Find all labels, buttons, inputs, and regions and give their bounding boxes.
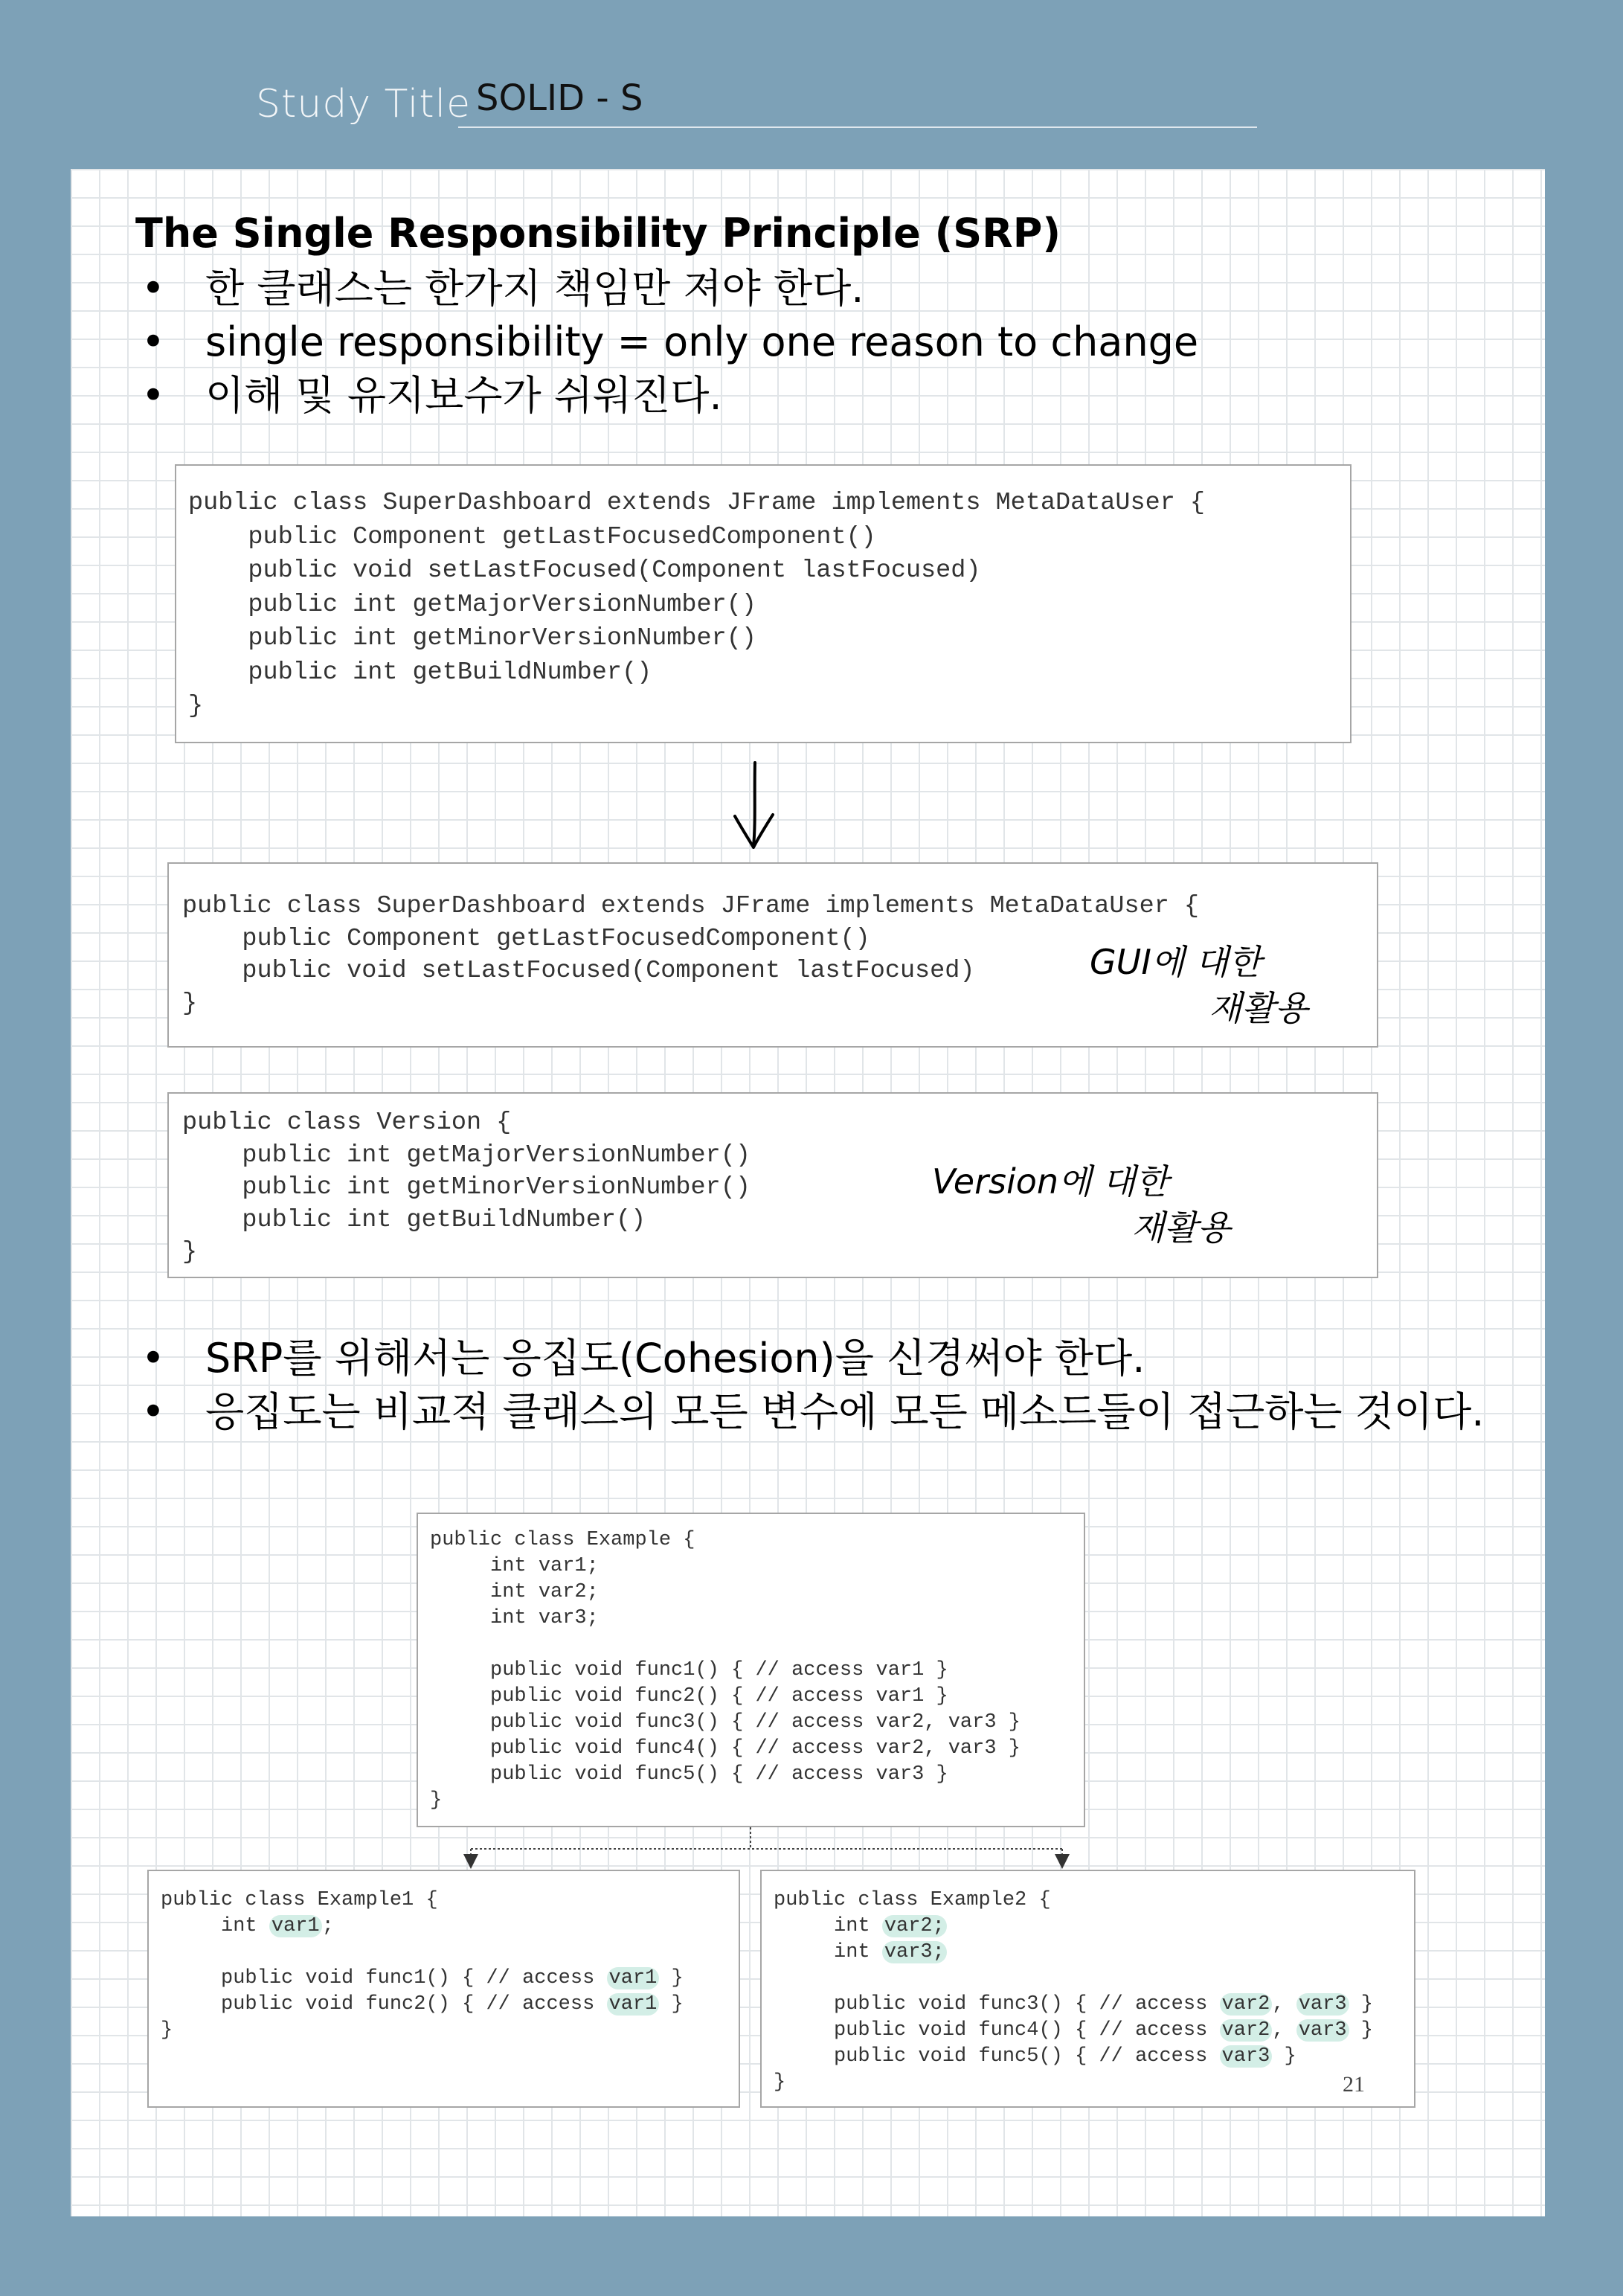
code-text: public class Example1 { int var1 ; public void func1() { // access var1 } public void func2() { // access var1 } } [161,1889,684,2042]
var-highlight: var3 [1296,2019,1349,2042]
var-highlight: var2 [1220,2019,1273,2042]
code-text: public class Example2 { int var2; int var3; public void func3() { // access var2 , var3 } public void func4() { // access var2 , var3 } public void func5() { // access var3 } } [774,1889,1373,2094]
split-connector [471,1827,1062,1862]
code-text: public class SuperDashboard extends JFrame implements MetaDataUser { public Component getLastFocusedComponent() public void setLastFocused(Component lastFocused) public int getMajorVersionNumber() public int getMinorVersionNumber() public int getBuildNumber() } [188,489,1206,720]
var-highlight: var3; [882,1941,947,1963]
bullet-item: • SRP를 위해서는 응집도(Cohesion)을 신경써야 한다. [134,1332,1484,1385]
var-highlight: var1 [607,1967,660,1989]
note-line: GUI에 대한 [1090,942,1262,982]
note-line: 재활용 [1131,1208,1231,1248]
bullet-item: • 응집도는 비교적 클래스의 모든 변수에 모든 메소드들이 접근하는 것이다. [134,1385,1484,1439]
study-title-label: Study Title [256,82,472,126]
grid-paper [71,169,1545,2216]
code-text: public class Example { int var1; int var2; int var3; public void func1() { // access var1 } public void func2() { // access var1 } public void func3() { // access var2, var3 } public void func4() { // access var2, var3 } public void func5() { // access var3 } } [430,1529,1021,1812]
note-line: 재활용 [1209,988,1308,1028]
var-highlight: var1 [607,1993,660,2016]
diagram-arrows [71,169,1545,2216]
bullet-item: • single responsibility = only one reason to change [134,315,1198,369]
study-title-underline [458,126,1257,128]
study-title-row [256,74,1257,129]
page-number: 21 [1343,2072,1365,2097]
var-highlight: var3 [1220,2045,1273,2068]
var-highlight: var2; [882,1915,947,1937]
study-title-value: SOLID - S [476,77,643,119]
var-highlight: var2 [1220,1993,1273,2016]
code-text: public class Version { public int getMajorVersionNumber() public int getMinorVersionNumber() public int getBuildNumber() } [182,1109,751,1266]
bullet-item: • 한 클래스는 한가지 책임만 져야 한다. [134,262,1198,315]
var-highlight: var3 [1296,1993,1349,2016]
down-arrow-icon [735,763,773,847]
note-line: Version에 대한 [932,1161,1169,1202]
code-text: public class SuperDashboard extends JFrame implements MetaDataUser { public Component getLastFocusedComponent() public void setLastFocused(Component lastFocused) } [182,892,1200,1018]
var-highlight: var1 [269,1915,322,1937]
section-heading: The Single Responsibility Principle (SRP) [135,210,1061,257]
bullet-item: • 이해 및 유지보수가 쉬워진다. [134,369,1198,423]
